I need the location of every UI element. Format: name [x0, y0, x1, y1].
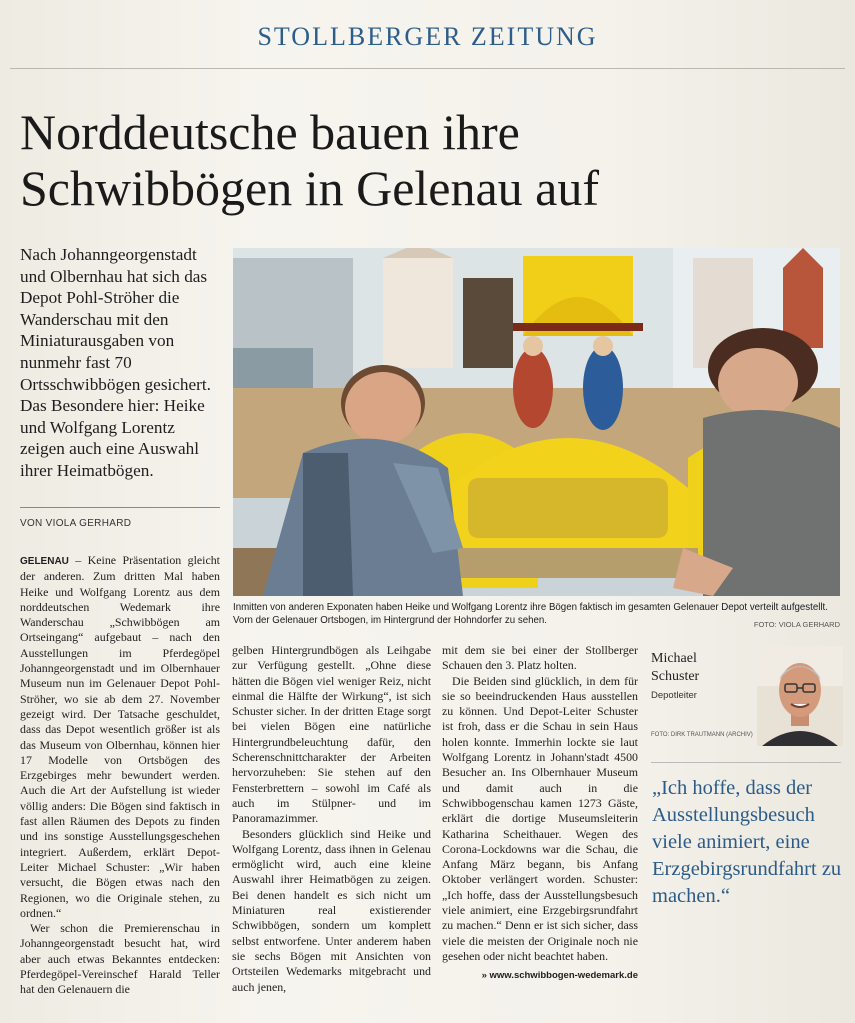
- portrait-first-name: Michael: [651, 651, 697, 666]
- article-paragraph: [20, 553, 220, 921]
- paragraph-text: – Keine Präsentation gleicht der anderen. Zum dritten Mal haben Heike und Wolfgang Lorentz aus dem norddeutschen Wedemark ihre Wanderschau „Schwibbögen am Ortseingang“ aufgebaut – nach den Ausstellungen im Pferdegöpel Johanngeorgenstadt und im Olbernhauer Museum nun im Gelenauer Depot Pohl-Ströher, wo sie ab dem 27. November gezeigt wird. Der Tatsache geschuldet, dass das Depot wesentlich größer ist als das Museum von Olbernhau, können hier 17 Modelle von Ortsbögen des Erzgebirges mehr bewundert werden. Auch die Art der Aufstellung ist wieder völlig anders: Die Bögen sind faktisch in fast allen Räumen des Depots zu finden und ins sonstige Ausstellungsgeschehen integriert. Außerdem, erklärt Depot-Leiter Michael Schuster: „Wir haben versucht, die Bögen etwas nach den Regionen, wo die Originale stehen, zu ordnen.“: [20, 553, 220, 920]
- article-paragraph: Besonders glücklich sind Heike und Wolfgang Lorentz, dass ihnen in Gelenau ermöglicht wird, auch eine kleine Auswahl ihrer Heimatbögen zu zeigen. Bei denen handelt es sich nicht um Miniaturen real existierender Schwibbögen, sondern um komplett selbst entworfene. Unter anderem haben sie sechs Bögen mit Ansichten von Ortsteilen Wedemarks mitgebracht und auch jenen,: [232, 826, 431, 994]
- portrait-credit: FOTO: DIRK TRAUTMANN (ARCHIV): [651, 732, 753, 738]
- portrait-name: [651, 650, 699, 686]
- portrait-box: [651, 646, 841, 746]
- masthead-title: STOLLBERGER ZEITUNG: [257, 22, 598, 51]
- headline-line-1: Norddeutsche bauen ihre: [20, 104, 520, 160]
- article-paragraph: mit dem sie bei einer der Stollberger Schauen den 3. Platz holten.: [442, 643, 638, 673]
- dateline: GELENAU: [20, 556, 69, 567]
- byline-rule: [20, 507, 220, 508]
- article-column-1: [20, 553, 220, 998]
- masthead: [0, 0, 855, 70]
- article-paragraph: Die Beiden sind glücklich, in dem für sie so beeindruckenden Haus ausstellen zu können. Und Depot-Leiter Schuster ist froh, dass er die Schau in sein Haus holen konnte. Immerhin lockte sie laut Wolfgang Lorentz in Johann'stadt 4500 Besucher an. Ins Olbernhauer Museum und damit auch in die Schwibbogenschau kamen 1273 Gäste, erklärt die dortige Museumsleiterin Katharina Scheithauer. Wegen des Corona-Lockdowns war die Schau, die Anfang März begann, bis Anfang Oktober verlängert worden. Schuster: „Ich hoffe, dass der Ausstellungsbesuch viele animiert, eine Erzgebirgsrundfahrt zu machen.“ Denn er ist sich sicher, dass viele die meisten der Originale noch nie gesehen oder nicht beachtet haben.: [442, 673, 638, 963]
- article-paragraph: Wer schon die Premierenschau in Johanngeorgenstadt besucht hat, wird aber auch etwas Bekanntes entdecken: Pferdegöpel-Vereinschef Harald Teller hat den Gelenauern die: [20, 921, 220, 997]
- headline: [20, 104, 830, 216]
- website-link[interactable]: » www.schwibbogen-wedemark.de: [481, 970, 638, 982]
- portrait-photo: [757, 646, 843, 746]
- pull-quote: „Ich hoffe, dass der Ausstellungsbesuch viele animiert, eine Erzgebirgsrundfahrt zu machen.“: [652, 777, 842, 907]
- portrait-last-name: Schuster: [651, 669, 700, 684]
- lead-paragraph: Nach Johanngeorgenstadt und Olbernhau hat sich das Depot Pohl-Ströher die Wanderschau mit den Miniaturausgaben von nunmehr fast 70 Ortsschwibbögen gesichert. Das Besondere hier: Heike und Wolfgang Lorentz zeigen auch eine Auswahl ihrer Heimatbögen.: [20, 245, 211, 480]
- photo-illustration: [233, 248, 840, 596]
- article-column-2: [232, 643, 431, 995]
- masthead-rule: [10, 68, 845, 69]
- byline: VON VIOLA GERHARD: [20, 518, 132, 529]
- caption-text: Inmitten von anderen Exponaten haben Heike und Wolfgang Lorentz ihre Bögen faktisch im gesamten Gelenauer Depot verteilt aufgestellt. Vorn der Gelenauer Ortsbogen, im Hintergrund der Hohndorfer zu sehen.: [233, 602, 828, 626]
- exhibition-photo: [233, 248, 840, 596]
- photo-credit: FOTO: VIOLA GERHARD: [753, 620, 840, 629]
- portrait-role: Depotleiter: [651, 690, 697, 701]
- article-column-3: [442, 643, 638, 984]
- portrait-illustration: [757, 646, 843, 746]
- photo-caption: [233, 601, 840, 631]
- quote-rule: [651, 762, 841, 763]
- headline-line-2: Schwibbögen in Gelenau auf: [20, 160, 600, 216]
- article-paragraph: gelben Hintergrundbögen als Leihgabe zur Verfügung gestellt. „Ohne diese hätten die Bögen viel weniger Reiz, nicht einmal die Hälfte der Wirkung“, ist sich Schuster sicher. In der dritten Etage sorgt bei vielen Bögen eine natürliche Hintergrundbeleuchtung dafür, den Scherenschnittcharakter der Arbeiten hervorzuheben: Sie stehen auf den Fensterbrettern – sowohl im Café als auch im Stülpner- und im Panoramazimmer.: [232, 643, 431, 826]
